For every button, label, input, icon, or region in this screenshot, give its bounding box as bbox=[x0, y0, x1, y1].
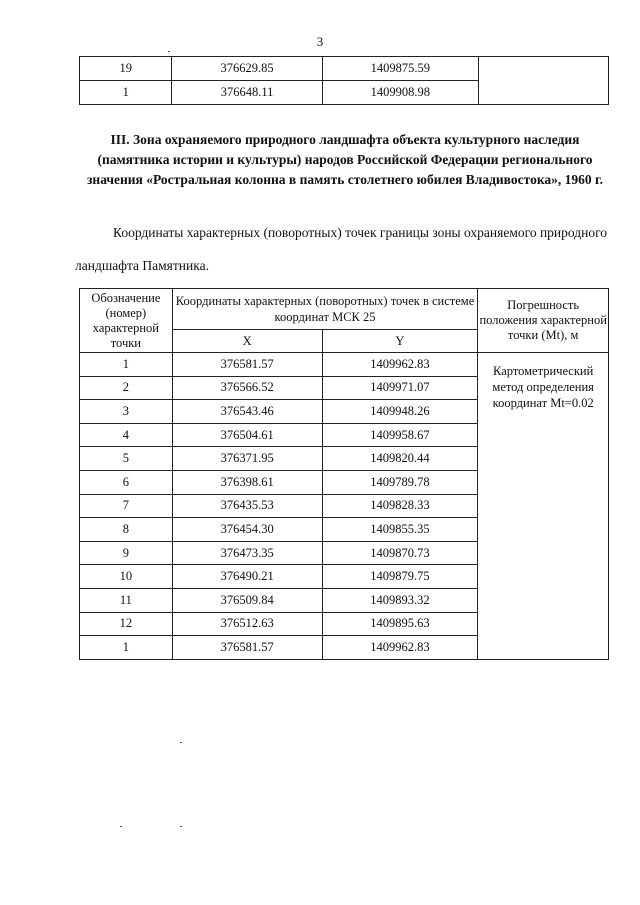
section-heading: III. Зона охраняемого природного ландшафта объекта культурного наследия (памятника истории и культуры) народов Российской Федерации регионального значения «Ростральная колонна в память столетнего юбилея Владивостока», 1960 г. bbox=[86, 132, 604, 187]
point-number-cell: 4 bbox=[80, 423, 173, 447]
scan-speck bbox=[180, 742, 182, 743]
x-coordinate-cell: 376371.95 bbox=[172, 447, 322, 471]
point-number-cell: 19 bbox=[80, 57, 172, 81]
point-number-cell: 7 bbox=[80, 494, 173, 518]
x-coordinate-cell: 376543.46 bbox=[172, 400, 322, 424]
scan-speck bbox=[120, 826, 122, 827]
point-number-cell: 5 bbox=[80, 447, 173, 471]
x-coordinate-cell: 376512.63 bbox=[172, 612, 322, 636]
point-number-cell: 6 bbox=[80, 470, 173, 494]
error-header: Погрешность положения характерной точки (Mt), м bbox=[478, 289, 609, 353]
y-coordinate-cell: 1409879.75 bbox=[322, 565, 478, 589]
y-coordinate-cell: 1409875.59 bbox=[322, 57, 478, 81]
y-coordinate-cell: 1409971.07 bbox=[322, 376, 478, 400]
point-number-cell: 3 bbox=[80, 400, 173, 424]
x-coordinate-cell: 376473.35 bbox=[172, 541, 322, 565]
x-coordinate-cell: 376398.61 bbox=[172, 470, 322, 494]
point-number-cell: 11 bbox=[80, 588, 173, 612]
coordinates-header: Координаты характерных (поворотных) точек в системе координат МСК 25 bbox=[172, 289, 478, 330]
x-coordinate-cell: 376629.85 bbox=[172, 57, 322, 81]
designation-header: Обозначение (номер) характерной точки bbox=[80, 289, 173, 353]
error-cell bbox=[478, 57, 608, 105]
x-coordinate-cell: 376581.57 bbox=[172, 636, 322, 660]
x-coordinate-cell: 376648.11 bbox=[172, 81, 322, 105]
intro-paragraph: Координаты характерных (поворотных) точек границы зоны охраняемого природного ландшафта Памятника. bbox=[75, 225, 608, 273]
method-cell: Картометрический метод определения координат Mt=0.02 bbox=[478, 353, 609, 660]
point-number-cell: 12 bbox=[80, 612, 173, 636]
y-coordinate-cell: 1409870.73 bbox=[322, 541, 478, 565]
y-header: Y bbox=[322, 330, 478, 353]
coordinates-table-continuation bbox=[79, 56, 609, 105]
y-coordinate-cell: 1409908.98 bbox=[322, 81, 478, 105]
x-coordinate-cell: 376454.30 bbox=[172, 518, 322, 542]
y-coordinate-cell: 1409893.32 bbox=[322, 588, 478, 612]
x-coordinate-cell: 376566.52 bbox=[172, 376, 322, 400]
table-header-row bbox=[80, 289, 609, 330]
point-number-cell: 1 bbox=[80, 353, 173, 377]
table-row bbox=[80, 57, 609, 81]
point-number-cell: 2 bbox=[80, 376, 173, 400]
scan-speck bbox=[180, 826, 182, 827]
point-number-cell: 9 bbox=[80, 541, 173, 565]
y-coordinate-cell: 1409895.63 bbox=[322, 612, 478, 636]
table-row bbox=[80, 353, 609, 377]
y-coordinate-cell: 1409828.33 bbox=[322, 494, 478, 518]
y-coordinate-cell: 1409962.83 bbox=[322, 636, 478, 660]
point-number-cell: 8 bbox=[80, 518, 173, 542]
y-coordinate-cell: 1409855.35 bbox=[322, 518, 478, 542]
x-header: X bbox=[172, 330, 322, 353]
y-coordinate-cell: 1409958.67 bbox=[322, 423, 478, 447]
point-number-cell: 1 bbox=[80, 636, 173, 660]
x-coordinate-cell: 376490.21 bbox=[172, 565, 322, 589]
x-coordinate-cell: 376581.57 bbox=[172, 353, 322, 377]
x-coordinate-cell: 376504.61 bbox=[172, 423, 322, 447]
y-coordinate-cell: 1409948.26 bbox=[322, 400, 478, 424]
point-number-cell: 1 bbox=[80, 81, 172, 105]
y-coordinate-cell: 1409789.78 bbox=[322, 470, 478, 494]
scan-speck bbox=[168, 51, 170, 52]
point-number-cell: 10 bbox=[80, 565, 173, 589]
coordinates-table bbox=[79, 288, 609, 660]
y-coordinate-cell: 1409962.83 bbox=[322, 353, 478, 377]
x-coordinate-cell: 376509.84 bbox=[172, 588, 322, 612]
page-number: 3 bbox=[316, 34, 324, 49]
y-coordinate-cell: 1409820.44 bbox=[322, 447, 478, 471]
x-coordinate-cell: 376435.53 bbox=[172, 494, 322, 518]
